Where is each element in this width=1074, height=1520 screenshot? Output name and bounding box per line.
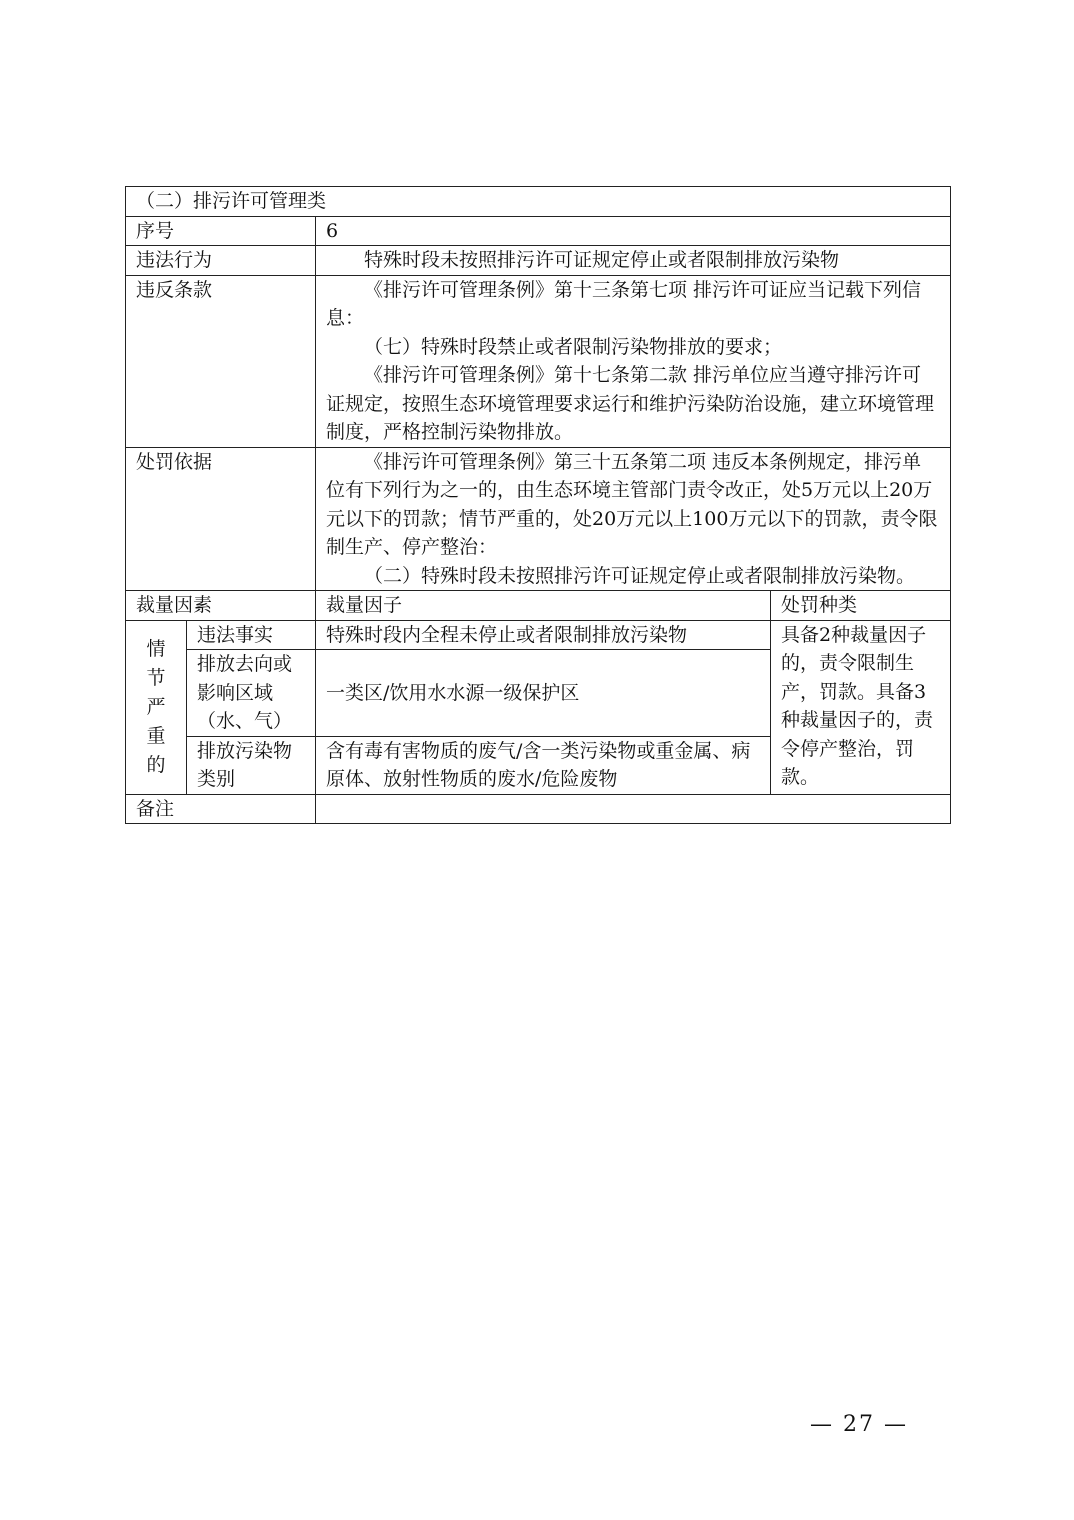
serial-label: 序号 <box>126 216 316 246</box>
violated-clause-value <box>316 275 951 447</box>
severe-label-char: 节 <box>146 666 166 689</box>
serial-value: 6 <box>316 216 951 246</box>
penalty-type-value: 具备2种裁量因子的，责令限制生产，罚款。具备3种裁量因子的，责令停产整治，罚款。 <box>771 620 951 794</box>
violated-clause-label: 违反条款 <box>126 275 316 447</box>
remarks-label: 备注 <box>126 794 316 824</box>
severe-label-char: 情 <box>146 637 166 660</box>
remarks-value <box>316 794 951 824</box>
factor-element: 含有毒有害物质的废气/含一类污染物或重金属、病原体、放射性物质的废水/危险废物 <box>316 736 771 794</box>
clause-paragraph: （七）特殊时段禁止或者限制污染物排放的要求； <box>364 335 783 358</box>
basis-paragraph: 《排污许可管理条例》第三十五条第二项 违反本条例规定，排污单位有下列行为之一的，由生态环境主管部门责令改正，处5万元以上20万元以下的罚款；情节严重的，处20万元以上100万元以下的罚款，责令限制生产、停产整治： <box>326 450 938 558</box>
severe-label-char: 严 <box>146 695 166 718</box>
factor-name: 排放去向或影响区域（水、气） <box>187 650 316 737</box>
penalty-type-header: 处罚种类 <box>771 591 951 621</box>
penalty-basis-label: 处罚依据 <box>126 447 316 591</box>
discretion-element-header: 裁量因子 <box>316 591 771 621</box>
clause-paragraph: 《排污许可管理条例》第十七条第二款 排污单位应当遵守排污许可证规定，按照生态环境管理要求运行和维护污染防治设施，建立环境管理制度，严格控制污染物排放。 <box>326 364 935 443</box>
clause-paragraph: 《排污许可管理条例》第十三条第七项 排污许可证应当记载下列信息： <box>326 278 922 329</box>
severe-label <box>126 620 187 794</box>
discretion-factor-header: 裁量因素 <box>126 591 316 621</box>
violation-text: 特殊时段未按照排污许可证规定停止或者限制排放污染物 <box>364 249 840 271</box>
page-number: — 27 — <box>810 1412 908 1437</box>
violation-value <box>316 246 951 276</box>
basis-paragraph: （二）特殊时段未按照排污许可证规定停止或者限制排放污染物。 <box>364 564 916 587</box>
penalty-table <box>125 186 951 824</box>
penalty-basis-value <box>316 447 951 591</box>
factor-name: 违法事实 <box>187 620 316 650</box>
factor-element: 特殊时段内全程未停止或者限制排放污染物 <box>316 620 771 650</box>
severe-label-char: 重 <box>146 724 166 747</box>
severe-label-char: 的 <box>146 753 166 776</box>
violation-label: 违法行为 <box>126 246 316 276</box>
section-title: （二）排污许可管理类 <box>126 187 951 217</box>
factor-name: 排放污染物类别 <box>187 736 316 794</box>
factor-element: 一类区/饮用水水源一级保护区 <box>316 650 771 737</box>
